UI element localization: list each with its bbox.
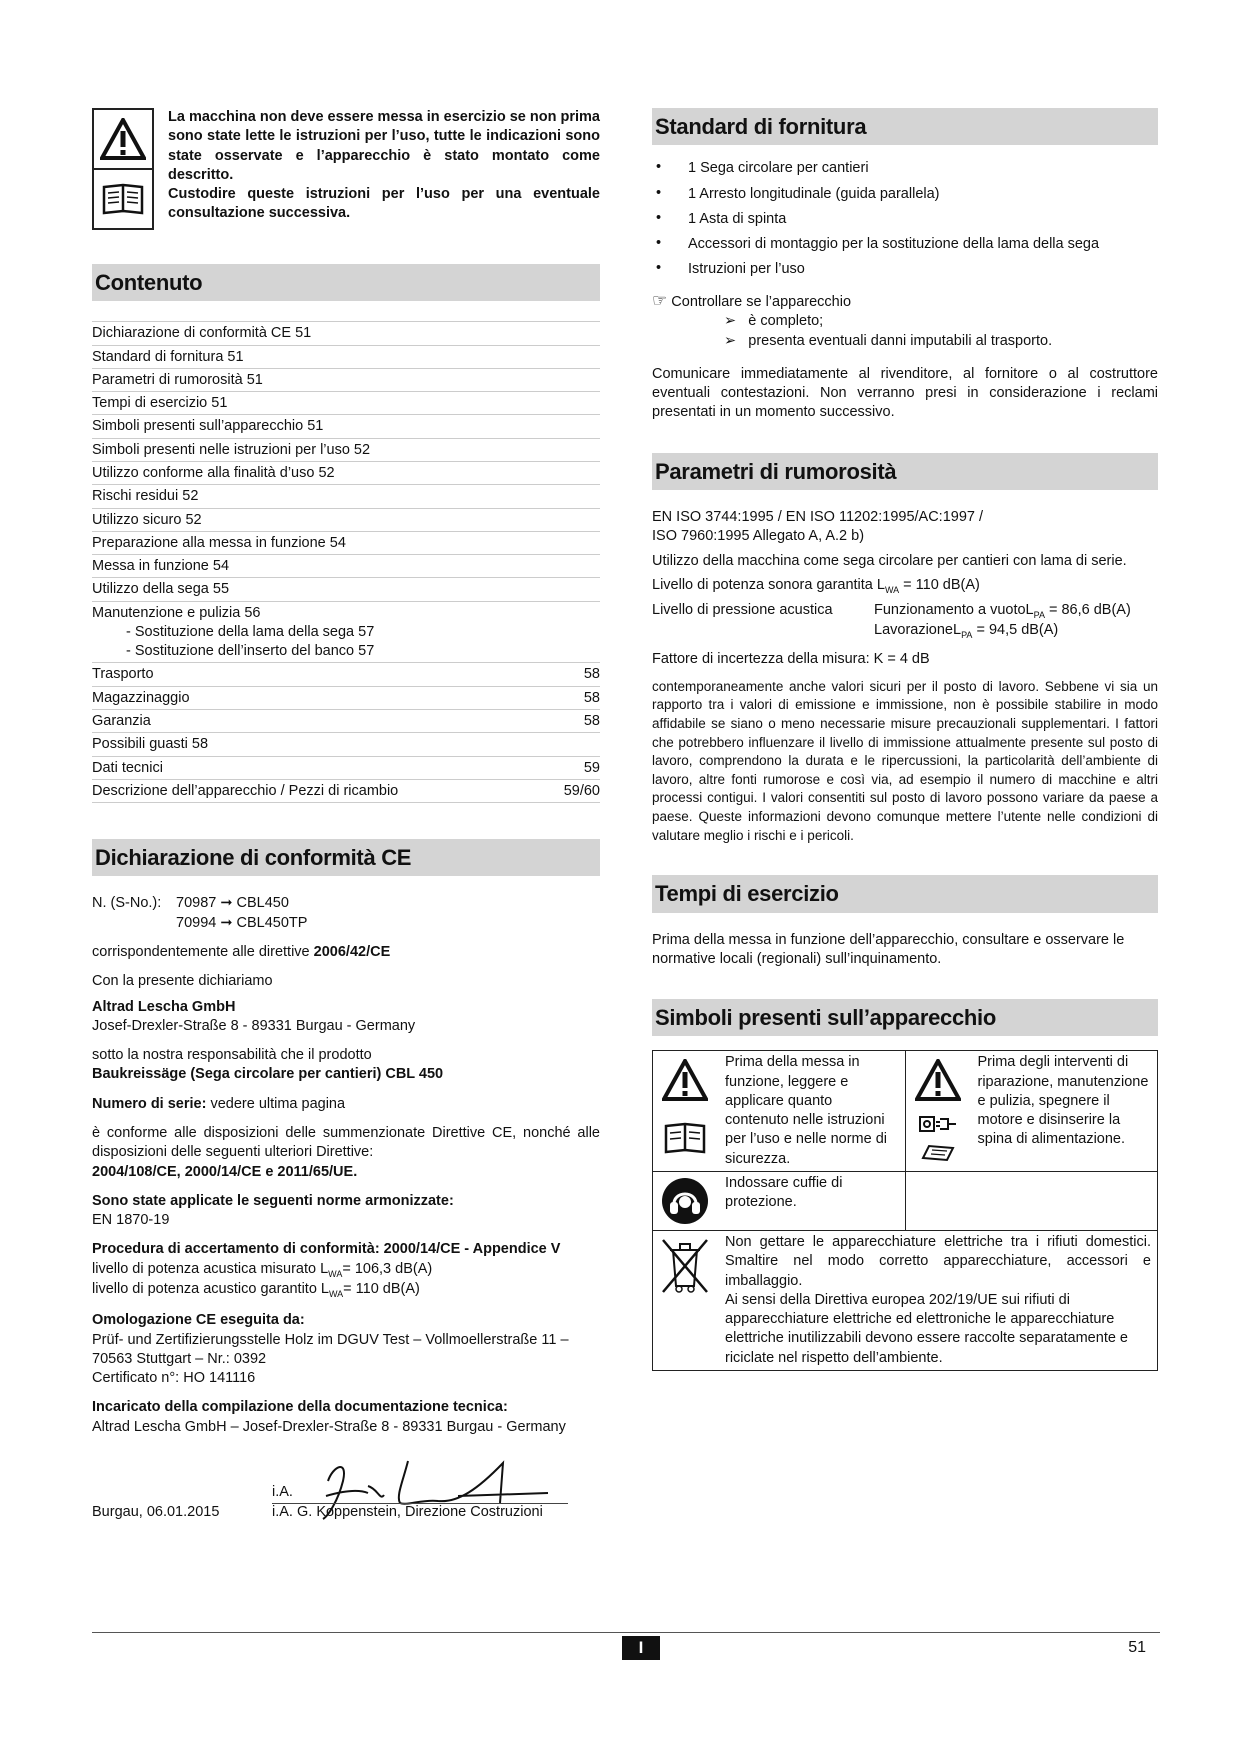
- toc-sublist: [92, 623, 600, 662]
- crossed-bin-icon: [656, 1231, 714, 1301]
- signatory: i.A. G. Koppenstein, Direzione Costruzioni: [272, 1504, 543, 1521]
- omologazione-text: Prüf- und Zertifizierungsstelle Holz im DGUV Test – Vollmoellerstraße 11 – 70563 Stuttgart – Nr.: 0392: [92, 1331, 569, 1367]
- toc-row: [92, 687, 600, 710]
- fornitura-item: • 1 Arresto longitudinale (guida parallela): [652, 185, 1158, 204]
- dichiariamo: Con la presente dichiariamo: [92, 973, 273, 990]
- rumore-heading: Parametri di rumorosità: [652, 453, 1158, 490]
- toc-subitem: - Sostituzione dell’inserto del banco 57: [126, 643, 375, 660]
- toc-label: Simboli presenti nelle istruzioni per l’uso 52: [92, 441, 371, 458]
- language-badge: I: [622, 1636, 660, 1660]
- toc-row: [92, 757, 600, 780]
- fornitura-item: • 1 Sega circolare per cantieri: [652, 159, 1158, 178]
- toc-row: [92, 555, 600, 578]
- sno-label: N. (S-No.):: [92, 895, 162, 912]
- serial-label: Numero di serie:: [92, 1095, 207, 1112]
- toc-label: Messa in funzione 54: [92, 558, 230, 575]
- toc-row: [92, 462, 600, 485]
- check-block: [652, 290, 1158, 351]
- ce-heading: Dichiarazione di conformità CE: [92, 839, 600, 876]
- proc1-pre: livello di potenza acustica misurato L: [92, 1260, 329, 1277]
- potenza-val: = 110 dB(A): [899, 576, 980, 593]
- tempi-heading: Tempi di esercizio: [652, 875, 1158, 912]
- toc-row: [92, 733, 600, 756]
- potenza-pre: Livello di potenza sonora garantita L: [652, 576, 885, 593]
- toc-page: 58: [583, 689, 600, 706]
- arrow-bullet-icon: ➢: [724, 313, 737, 330]
- symbol-text-2: Prima degli interventi di riparazione, manutenzione e pulizia, spegnere il motore e disinserire la spina di alimentazione.: [977, 1054, 1149, 1148]
- toc-row: [92, 532, 600, 555]
- toc-label: Magazzinaggio: [92, 689, 190, 706]
- toc-label: Rischi residui 52: [92, 488, 199, 505]
- pressione2-sub: PA: [961, 630, 973, 641]
- toc-label: Simboli presenti sull’apparecchio 51: [92, 418, 324, 435]
- toc-page: 59: [583, 759, 600, 776]
- conforme-text: è conforme alle disposizioni delle summenzionate Direttive CE, nonché alle disposizioni delle seguenti ulteriori Direttive:: [92, 1124, 600, 1161]
- toc-row: [92, 322, 600, 345]
- fornitura-note: Comunicare immediatamente al rivenditore, al fornitore o al costruttore eventuali contestazioni. Non verranno presi in considerazione i reclami presentati in un momento successivo.: [652, 365, 1158, 421]
- rumore-utilizzo: Utilizzo della macchina come sega circolare per cantieri con lama di serie.: [652, 553, 1127, 570]
- toc-row: [92, 369, 600, 392]
- signature-area: [92, 1437, 600, 1527]
- toc-page: 58: [583, 666, 600, 683]
- warning-line-1: La macchina non deve essere messa in esercizio se non prima sono state lette le istruzioni per l’uso, tutte le indicazioni sono state osservate e l’apparecchio è stato montato come descritto.: [168, 109, 600, 183]
- ce-section: [92, 894, 600, 1527]
- symbol-icons-4: [653, 1231, 717, 1370]
- ia-1: i.A.: [272, 1484, 293, 1501]
- toc-label: Possibili guasti 58: [92, 736, 209, 753]
- fornitura-list: [652, 159, 1158, 279]
- toc-label: Parametri di rumorosità 51: [92, 371, 263, 388]
- toc-subitem: - Sostituzione della lama della sega 57: [126, 623, 375, 640]
- toc-row: [92, 346, 600, 369]
- tempi-text: Prima della messa in funzione dell’apparecchio, consultare e osservare le normative locali (regionali) sull’inquinamento.: [652, 931, 1125, 967]
- warning-line-2: Custodire queste istruzioni per l’uso per una eventuale consultazione successiva.: [168, 186, 600, 222]
- toc-row-manutenzione: [92, 602, 600, 664]
- simboli-heading: Simboli presenti sull’apparecchio: [652, 999, 1158, 1036]
- manual-book-icon: [656, 1109, 714, 1167]
- company-name: Altrad Lescha GmbH: [92, 998, 236, 1015]
- symbol-icons-3: [653, 1172, 717, 1230]
- proc1-sub: WA: [328, 1268, 343, 1279]
- rumore-section: [652, 508, 1158, 845]
- incaricato-label: Incaricato della compilazione della documentazione tecnica:: [92, 1399, 508, 1416]
- proc1-val: = 106,3 dB(A): [342, 1260, 433, 1277]
- certificato: Certificato n°: HO 141116: [92, 1370, 256, 1387]
- pressione1-val: = 86,6 dB(A): [1044, 601, 1131, 618]
- proc2-pre: livello di potenza acustico garantito L: [92, 1281, 329, 1298]
- potenza-sub: WA: [884, 584, 900, 595]
- toc-row: [92, 663, 600, 686]
- check-2: presenta eventuali danni imputabili al trasporto.: [748, 332, 1053, 349]
- proc2-sub: WA: [328, 1289, 344, 1300]
- incertezza: Fattore di incertezza della misura: K = 4 dB: [652, 651, 930, 668]
- serial-text: vedere ultima pagina: [206, 1095, 346, 1112]
- toc-label: Trasporto: [92, 666, 154, 683]
- unplug-icon: [909, 1109, 967, 1139]
- symbol-text-3: Indossare cuffie di protezione.: [725, 1175, 843, 1211]
- toc-label: Utilizzo sicuro 52: [92, 511, 202, 528]
- warning-triangle-icon: [909, 1051, 967, 1109]
- table-of-contents: [92, 321, 600, 803]
- symbol-icons-1: [653, 1051, 717, 1171]
- company-address: Josef-Drexler-Straße 8 - 89331 Burgau - Germany: [92, 1017, 416, 1034]
- direttive-pre: corrispondentemente alle direttive: [92, 943, 314, 960]
- contenuto-heading: Contenuto: [92, 264, 600, 301]
- procedura-line-1: [92, 1260, 600, 1281]
- proc2-val: = 110 dB(A): [343, 1281, 420, 1298]
- product-name: Baukreissäge (Sega circolare per cantieri) CBL 450: [92, 1066, 444, 1083]
- toc-row: [92, 485, 600, 508]
- footer-divider: [92, 1632, 1160, 1633]
- toc-label: Dati tecnici: [92, 759, 163, 776]
- check-label: Controllare se l’apparecchio: [671, 293, 852, 310]
- fornitura-item: • Accessori di montaggio per la sostituzione della lama della sega: [652, 235, 1158, 254]
- toc-row: [92, 415, 600, 438]
- pressione-row: [652, 601, 1158, 643]
- pressione-label: Livello di pressione acustica: [652, 601, 833, 618]
- ear-protection-icon: [656, 1172, 714, 1230]
- fornitura-item: • Istruzioni per l’uso: [652, 260, 1158, 279]
- toc-row: [92, 710, 600, 733]
- omologazione-label: Omologazione CE eseguita da:: [92, 1312, 305, 1329]
- pressione1-sub: PA: [1033, 609, 1045, 620]
- symbol-icons-2: [906, 1051, 970, 1167]
- toc-label: Standard di fornitura 51: [92, 348, 244, 365]
- manual-book-icon: [94, 168, 152, 228]
- toc-row: [92, 509, 600, 532]
- symbol-text-4b: Ai sensi della Direttiva europea 202/19/UE sui rifiuti di apparecchiature elettriche ed elettroniche le apparecchiature elettriche inutilizzabili devono essere raccolte separatamente e riciclate nel rispetto dell’ambiente.: [725, 1291, 1128, 1366]
- direttive-value: 2006/42/CE: [313, 943, 391, 960]
- conforme-directives: 2004/108/CE, 2000/14/CE e 2011/65/UE.: [92, 1163, 358, 1180]
- symbol-text-4a: Non gettare le apparecchiature elettriche tra i rifiuti domestici. Smaltire nel modo corretto apparecchiature, accessori e imballaggio.: [725, 1234, 1151, 1289]
- rumore-text: contemporaneamente anche valori sicuri per il posto di lavoro. Sebbene vi sia un rapporto tra i valori di emissione e immissione, non è possibile stabilire in modo affidabile se siano o meno necessarie misure precauzionali supplementari. I fattori che potrebbero influenzare il livello di immissione attualmente presente sul posto di lavoro, comprendono la durata e le ripercussioni, la particolarità dell’ambiente di lavoro, altre fonti rumorose e così via, ad esempio il numero di macchine e altri processi contigui. I valori consentiti sul posto di lavoro possono variare da paese a paese. Queste informazioni devono comunque mettere l’utente nelle condizioni di valutare meglio i rischi e i pericoli.: [652, 678, 1158, 843]
- sno-1: 70987 ➞ CBL450: [176, 895, 289, 912]
- toc-label: Tempi di esercizio 51: [92, 395, 228, 412]
- serial-numbers: [92, 894, 600, 933]
- toc-label: Utilizzo della sega 55: [92, 581, 230, 598]
- warning-block: [92, 108, 600, 230]
- arrow-bullet-icon: ➢: [724, 332, 737, 349]
- toc-label: Dichiarazione di conformità CE 51: [92, 325, 312, 342]
- left-column: [92, 108, 600, 1527]
- check-1: è completo;: [748, 313, 824, 330]
- simboli-table: [652, 1050, 1158, 1371]
- toc-label: Descrizione dell’apparecchio / Pezzi di ricambio: [92, 782, 399, 799]
- fornitura-item: • 1 Asta di spinta: [652, 210, 1158, 229]
- toc-page: 58: [583, 713, 600, 730]
- place-date: Burgau, 06.01.2015: [92, 1504, 220, 1521]
- toc-label: Garanzia: [92, 713, 151, 730]
- incaricato-text: Altrad Lescha GmbH – Josef-Drexler-Straße 8 - 89331 Burgau - Germany: [92, 1418, 566, 1435]
- pointing-hand-icon: ☞: [652, 290, 668, 310]
- toc-label: Preparazione alla messa in funzione 54: [92, 534, 346, 551]
- responsibility-text: sotto la nostra responsabilità che il prodotto: [92, 1047, 372, 1064]
- toc-row: [92, 392, 600, 415]
- fornitura-heading: Standard di fornitura: [652, 108, 1158, 145]
- toc-label: Manutenzione e pulizia 56: [92, 604, 261, 621]
- warning-text: [168, 108, 600, 230]
- toc-row: [92, 578, 600, 601]
- norme-label: Sono state applicate le seguenti norme armonizzate:: [92, 1192, 454, 1209]
- toc-label: Utilizzo conforme alla finalità d’uso 52: [92, 464, 335, 481]
- pressione1-pre: Funzionamento a vuotoL: [874, 601, 1034, 618]
- rumore-norms: EN ISO 3744:1995 / EN ISO 11202:1995/AC:1997 / ISO 7960:1995 Allegato A, A.2 b): [652, 508, 984, 545]
- procedura-line-2: [92, 1280, 600, 1301]
- pressione2-val: = 94,5 dB(A): [972, 622, 1059, 639]
- page-number: 51: [1128, 1639, 1146, 1656]
- procedura-label: Procedura di accertamento di conformità: 2000/14/CE - Appendice V: [92, 1241, 561, 1258]
- toc-row: [92, 439, 600, 462]
- symbol-text-1: Prima della messa in funzione, leggere e applicare quanto contenuto nelle istruzioni per l’uso e nelle norme di sicurezza.: [725, 1054, 888, 1167]
- warning-triangle-icon: [94, 110, 152, 168]
- sno-2: 70994 ➞ CBL450TP: [176, 914, 308, 931]
- warning-triangle-icon: [656, 1051, 714, 1109]
- manual-open-icon: [909, 1139, 967, 1167]
- toc-row: [92, 780, 600, 803]
- toc-page: 59/60: [563, 782, 600, 799]
- pressione2-pre: LavorazioneL: [874, 622, 962, 639]
- right-column: [652, 108, 1158, 1371]
- warning-icons: [92, 108, 154, 230]
- norme-value: EN 1870-19: [92, 1212, 170, 1229]
